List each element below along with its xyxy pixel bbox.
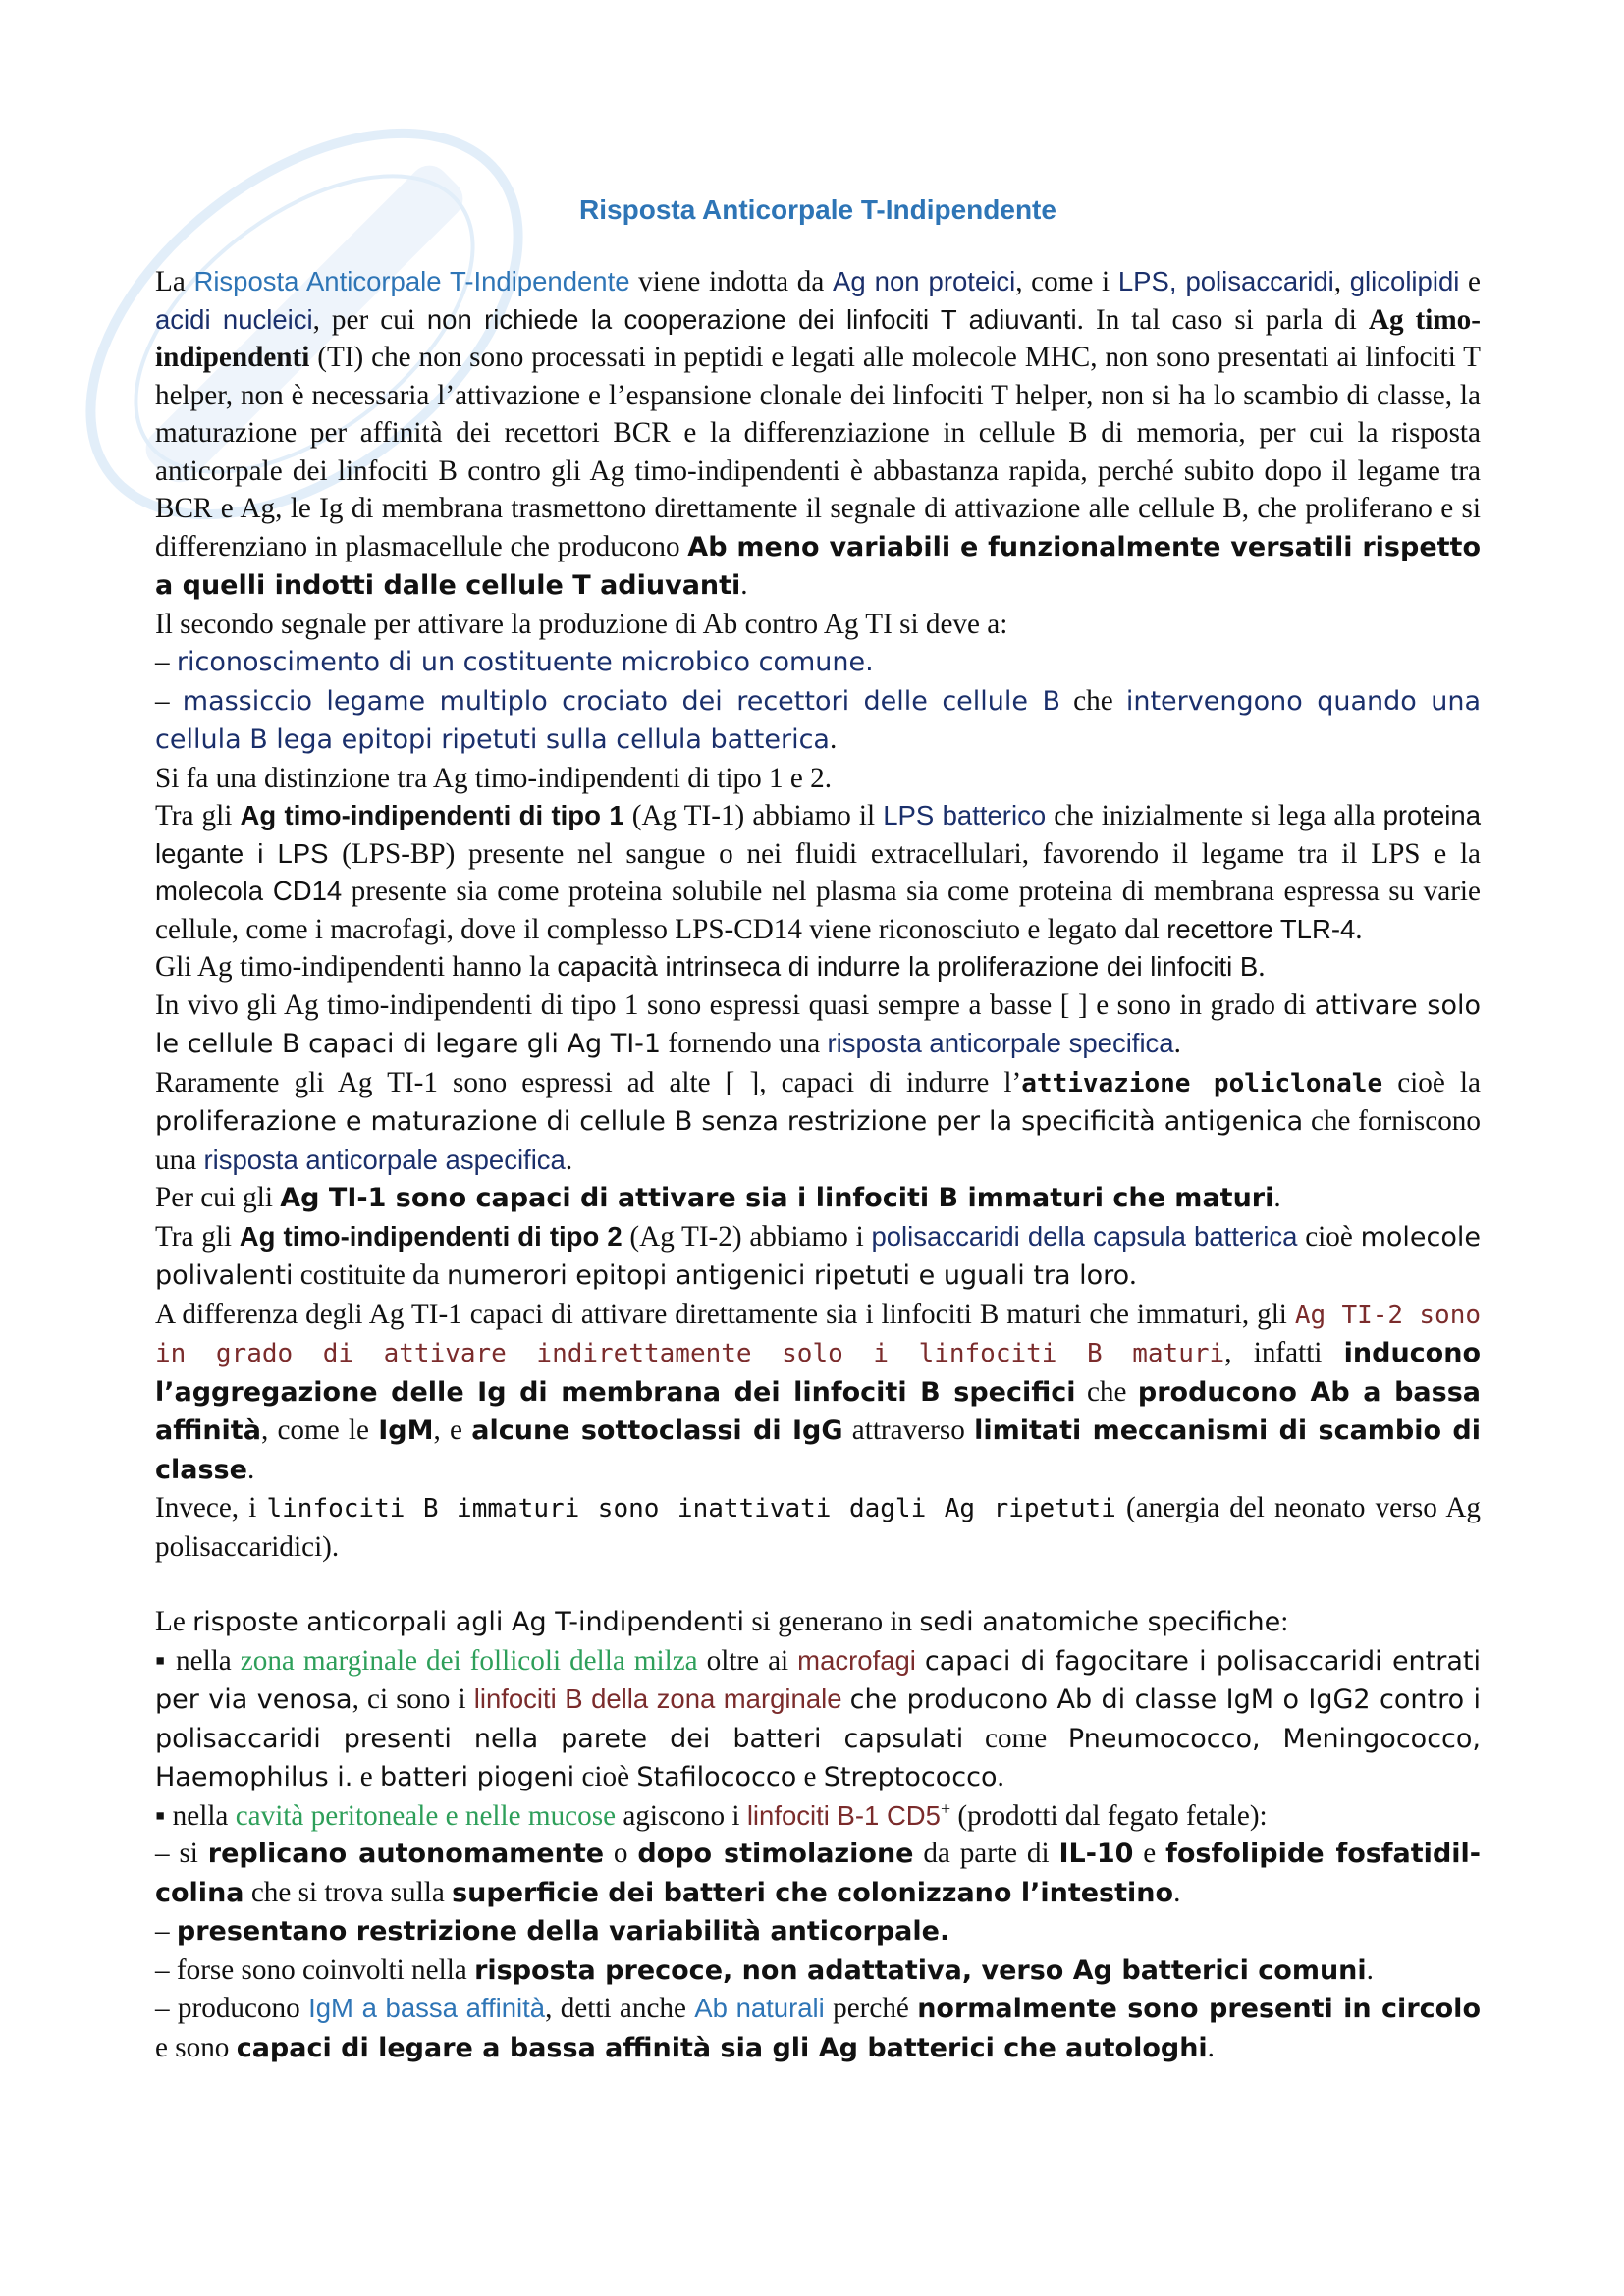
page-title: Risposta Anticorpale T-Indipendente [579, 194, 1056, 225]
paragraph-sites: Le risposte anticorpali agli Ag T-indipendenti si generano in sedi anatomiche specifiche: [155, 1606, 1289, 1637]
paragraph-second-signal: Il secondo segnale per attivare la produzione di Ab contro Ag TI si deve a: [155, 608, 1008, 640]
list-item: – si replicano autonomamente o dopo stimolazione da parte di IL-10 e fosfolipide fosfatidil-colina che si trova sulla superficie dei batteri che colonizzano l’intestino. [155, 1838, 1481, 1908]
document-body [155, 188, 1481, 2067]
list-item: – massiccio legame multiplo crociato dei recettori delle cellule B che intervengono quando una cellula B lega epitopi ripetuti sulla cellula batterica. [155, 684, 1482, 755]
paragraph-ti1-summary: Per cui gli Ag TI-1 sono capaci di attivare sia i linfociti B immaturi che maturi. [155, 1182, 1281, 1213]
list-item: – riconoscimento di un costituente microbico comune. [155, 646, 874, 677]
list-item: – forse sono coinvolti nella risposta precoce, non adattativa, verso Ag batterici comuni. [155, 1953, 1374, 1986]
spacer [155, 1566, 1481, 1603]
paragraph-in-vivo: In vivo gli Ag timo-indipendenti di tipo 1 sono espressi quasi sempre a basse [ ] e sono in grado di attivare solo le cellule B capaci di legare gli Ag TI-1 fornendo una risposta anticorpale specifica. [155, 988, 1482, 1059]
paragraph-distinction: Si fa una distinzione tra Ag timo-indipendenti di tipo 1 e 2. [155, 762, 833, 794]
paragraph-ti2: Tra gli Ag timo-indipendenti di tipo 2 (Ag TI-2) abbiamo i polisaccaridi della capsula batterica cioè molecole polivalenti costituite da numerori epitopi antigenici ripetuti e uguali tra loro. [155, 1220, 1481, 1291]
list-item-spleen: ▪ nella zona marginale dei follicoli della milza oltre ai macrofagi capaci di fagocitare i polisaccaridi entrati per via venosa, ci sono i linfociti B della zona marginale che producono Ab di classe IgM o IgG2 contro i polisaccaridi presenti nella parete dei batteri capsulati come Pneumococco, Meningococco, Haemophilus i. e batteri piogeni cioè Stafilococco e Streptococco. [155, 1644, 1482, 1792]
paragraph-ti1: Tra gli Ag timo-indipendenti di tipo 1 (Ag TI-1) abbiamo il LPS batterico che inizialmente si lega alla proteina legante i LPS (LPS-BP) presente nel sangue o nei fluidi extracellulari, favorendo il legame tra il LPS e la molecola CD14 presente sia come proteina solubile nel plasma sia come proteina di membrana espressa su varie cellule, come i macrofagi, dove il complesso LPS-CD14 viene riconosciuto e legato dal recettore TLR-4. [155, 800, 1482, 945]
paragraph-intro: La Risposta Anticorpale T-Indipendente viene indotta da Ag non proteici, come i LPS, polisaccaridi, glicolipidi e acidi nucleici, per cui non richiede la cooperazione dei linfociti T adiuvanti. In tal caso si parla di Ag timo-indipendenti (TI) che non sono processati in peptidi e legati alle molecole MHC, non sono presentati ai linfociti T helper, non è necessaria l’attivazione e l’espansione clonale dei linfociti T helper, non si ha lo scambio di classe, la maturazione per affinità dei recettori BCR e la differenziazione in cellule B di memoria, per cui la risposta anticorpale dei linfociti B contro gli Ag timo-indipendenti è abbastanza rapida, perché subito dopo il legame tra BCR e Ag, le Ig di membrana trasmettono direttamente il segnale di attivazione alle cellule B, che proliferano e si differenziano in plasmacellule che producono Ab meno variabili e funzionalmente versatili rispetto a quelli indotti dalle cellule T adiuvanti. [155, 266, 1481, 601]
paragraph-ti2-difference: A differenza degli Ag TI-1 capaci di attivare direttamente sia i linfociti B maturi che immaturi, gli Ag TI-2 sono in grado di attivare indirettamente solo i linfociti B maturi, infatti inducono l’aggregazione delle Ig di membrana dei linfociti B specifici che producono Ab a bassa affinità, come le IgM, e alcune sottoclassi di IgG attraverso limitati meccanismi di scambio di classe. [155, 1298, 1481, 1485]
paragraph-immature: Invece, i linfociti B immaturi sono inattivati dagli Ag ripetuti (anergia del neonato verso Ag polisaccaridici). [155, 1492, 1482, 1563]
paragraph-polyclonal: Raramente gli Ag TI-1 sono espressi ad alte [ ], capaci di indurre l’attivazione policlonale cioè la proliferazione e maturazione di cellule B senza restrizione per la specificità antigenica che forniscono una risposta anticorpale aspecifica. [155, 1066, 1481, 1176]
list-item: – presentano restrizione della variabilità anticorpale. [155, 1915, 950, 1947]
list-item-peritoneum: ▪ nella cavità peritoneale e nelle mucose agiscono i linfociti B-1 CD5+ (prodotti dal fegato fetale): [155, 1797, 1268, 1832]
list-item: – producono IgM a bassa affinità, detti anche Ab naturali perché normalmente sono presenti in circolo e sono capaci di legare a bassa affinità sia gli Ag batterici che autologhi. [155, 1993, 1481, 2063]
paragraph-capacity: Gli Ag timo-indipendenti hanno la capacità intrinseca di indurre la proliferazione dei linfociti B. [155, 951, 1266, 983]
